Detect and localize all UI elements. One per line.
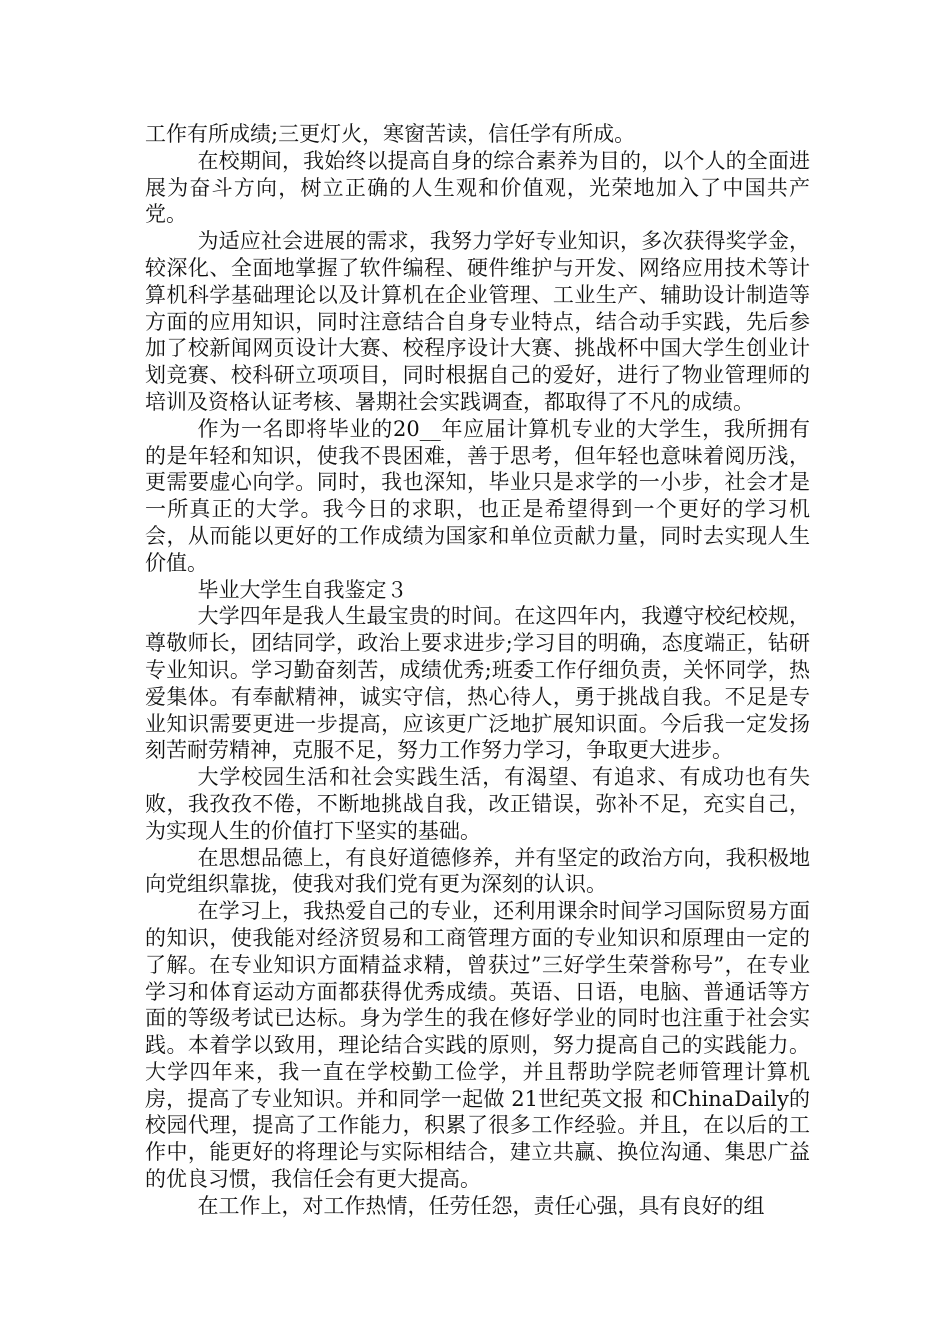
paragraph-four-years: 大学四年是我人生最宝贵的时间。在这四年内，我遵守校纪校规，尊敬师长，团结同学，政治上要求进步;学习目的明确，态度端正，钻研专业知识。学习勤奋刻苦，成绩优秀;班委工作仔细负责，关怀同学，热爱集体。有奉献精神，诚实守信，热心待人，勇于挑战自我。不足是专业知识需要更进一步提高，应该更广泛地扩展知识面。今后我一定发扬刻苦耐劳精神，克服不足，努力工作努力学习，争取更大进步。 [145,604,810,763]
paragraph-school-period: 在校期间，我始终以提高自身的综合素养为目的，以个人的全面进展为奋斗方向，树立正确的人生观和价值观，光荣地加入了中国共产党。 [145,148,810,227]
document-page [145,121,810,1220]
paragraph-ideology: 在思想品德上，有良好道德修养，并有坚定的政治方向，我积极地向党组织靠拢，使我对我们党有更为深刻的认识。 [145,845,810,897]
paragraph-professional-knowledge: 为适应社会进展的需求，我努力学好专业知识，多次获得奖学金，较深化、全面地掌握了软件编程、硬件维护与开发、网络应用技术等计算机科学基础理论以及计算机在企业管理、工业生产、辅助设计制造等方面的应用知识，同时注意结合自身专业特点，结合动手实践，先后参加了校新闻网页设计大赛、校程序设计大赛、挑战杯中国大学生创业计划竞赛、校科研立项项目，同时根据自己的爱好，进行了物业管理师的培训及资格认证考核、暑期社会实践调查，都取得了不凡的成绩。 [145,229,810,414]
paragraph-work: 在工作上，对工作热情，任劳任怨，责任心强，具有良好的组 [197,1193,765,1218]
paragraph-graduate-outlook: 作为一名即将毕业的20__年应届计算机专业的大学生，我所拥有的是年轻和知识，使我不畏困难，善于思考，但年轻也意味着阅历浅，更需要虚心向学。同时，我也深知，毕业只是求学的一小步，社会才是一所真正的大学。我今日的求职，也正是希望得到一个更好的学习机会，从而能以更好的工作成绩为国家和单位贡献力量，同时去实现人生价值。 [145,416,810,575]
paragraph-campus-life: 大学校园生活和社会实践生活，有渴望、有追求、有成功也有失败，我孜孜不倦，不断地挑战自我，改正错误，弥补不足，充实自己，为实现人生的价值打下坚实的基础。 [145,765,810,843]
paragraph-study: 在学习上，我热爱自己的专业，还利用课余时间学习国际贸易方面的知识，使我能对经济贸易和工商管理方面的专业知识和原理由一定的了解。在专业知识方面精益求精，曾获过”三好学生荣誉称号”，在专业学习和体育运动方面都获得优秀成绩。英语、日语，电脑、普通话等方面的等级考试已达标。身为学生的我在修好学业的同时也注重于社会实践。本着学以致用，理论结合实践的原则，努力提高自己的实践能力。大学四年来，我一直在学校勤工俭学，并且帮助学院老师管理计算机房，提高了专业知识。并和同学一起做 21世纪英文报 和ChinaDaily的校园代理，提高了工作能力，积累了很多工作经验。并且，在以后的工作中，能更好的将理论与实际相结合，建立共赢、换位沟通、集思广益的优良习惯，我信任会有更大提高。 [145,899,810,1192]
paragraph-continuation: 工作有所成绩;三更灯火，寒窗苦读，信任学有所成。 [145,122,636,146]
section-heading: 毕业大学生自我鉴定３ [197,577,408,602]
